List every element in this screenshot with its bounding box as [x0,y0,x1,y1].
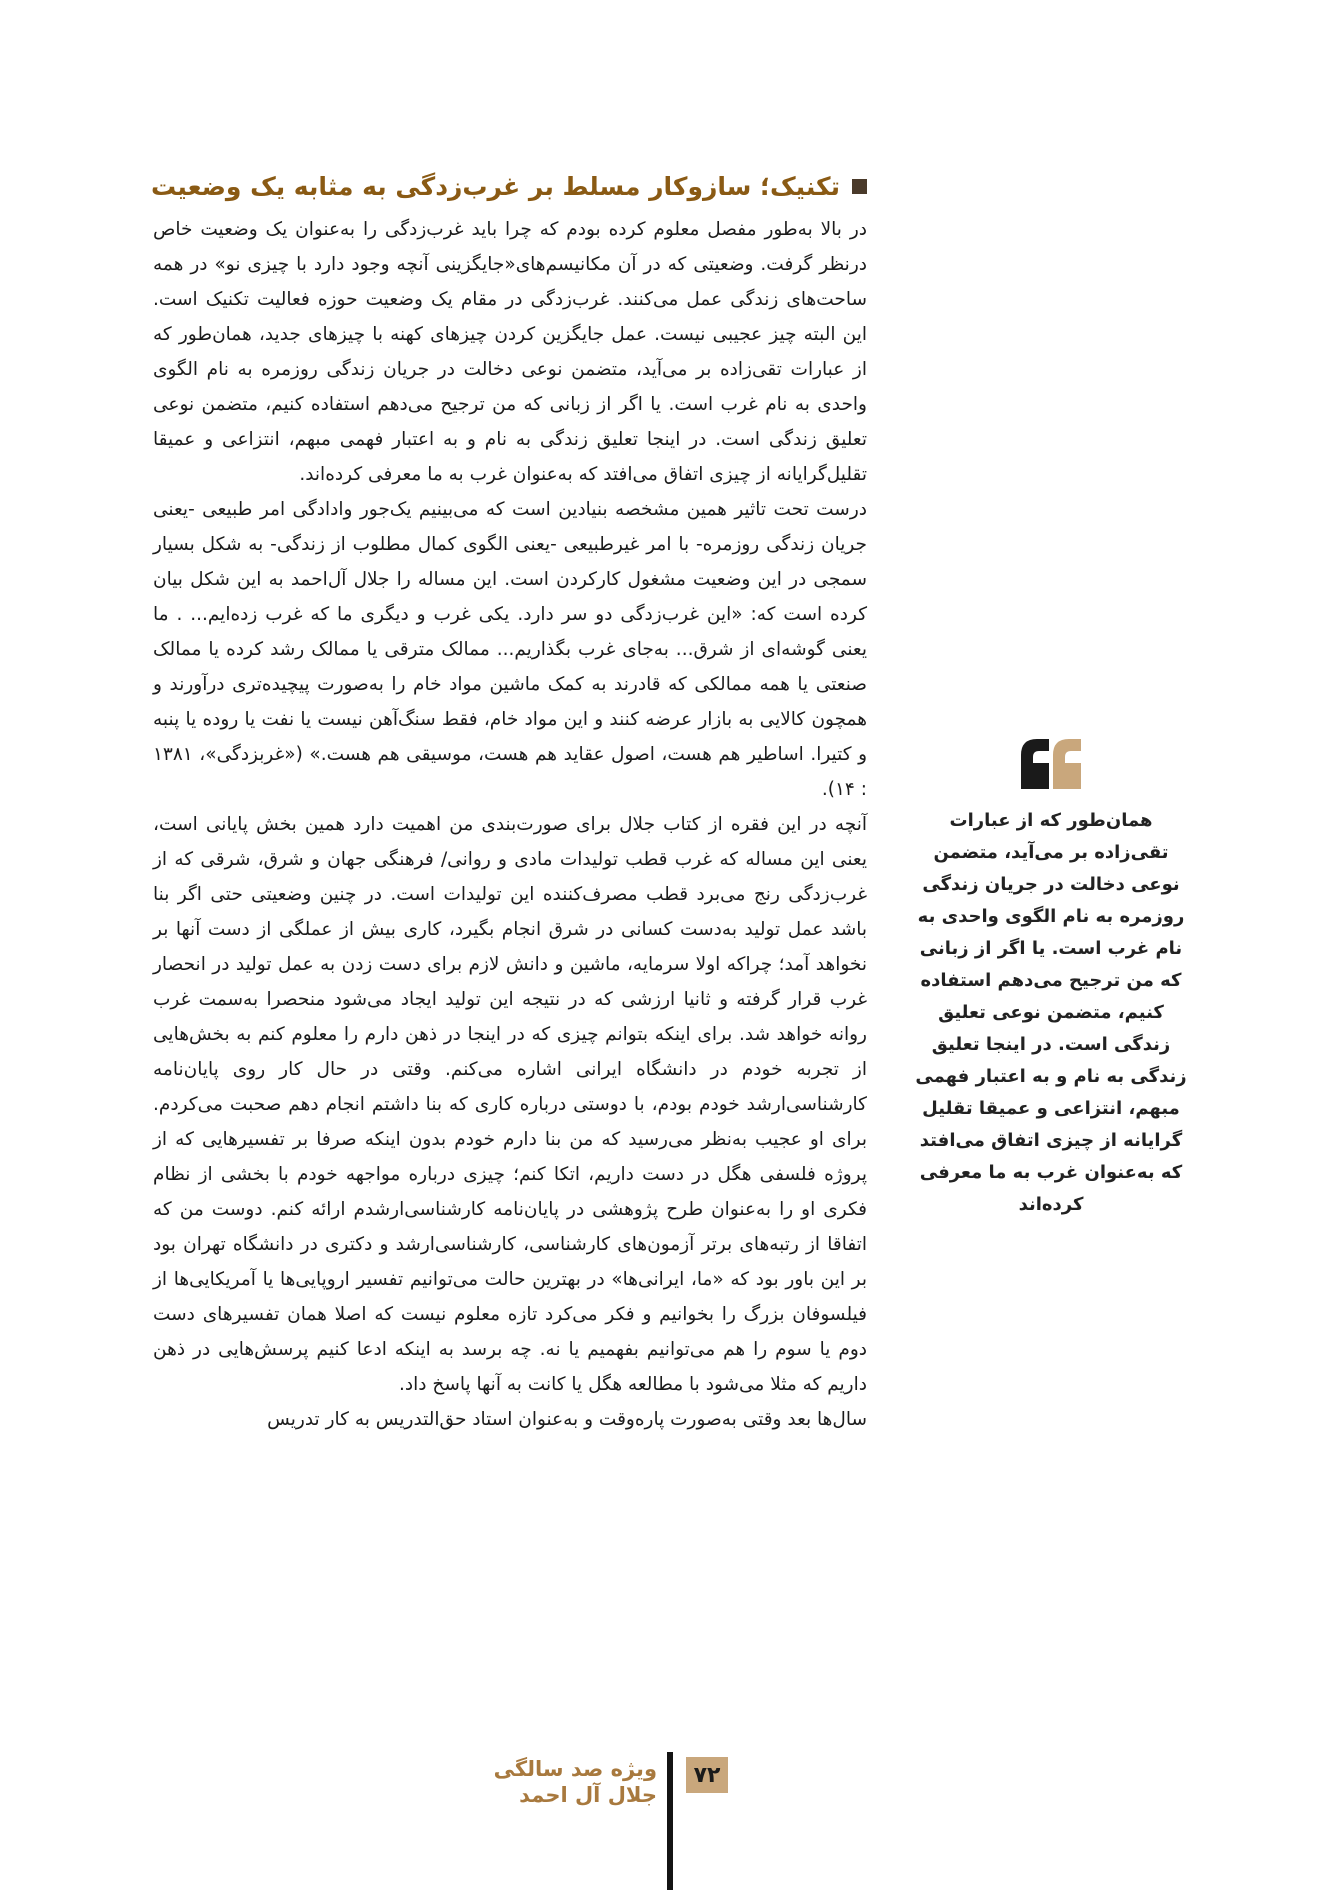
paragraph-4: سال‌ها بعد وقتی به‌صورت پاره‌وقت و به‌عنوان استاد حق‌التدریس به کار تدریس [267,1409,867,1430]
pull-quote [911,735,1191,1221]
footer-divider [667,1752,673,1890]
footer-subtitle: جلال آل احمد [519,1783,657,1807]
paragraph-2: درست تحت تاثیر همین مشخصه بنیادین است که می‌بینیم یک‌جور وادادگی امر طبیعی -یعنی جریان زندگی روزمره- با امر غیرطبیعی -یعنی الگوی کمال مطلوب از زندگی- به شکل بسیار سمجی در این وضعیت مشغول کارکردن است. این مساله را جلال آل‌احمد به این شکل بیان کرده است که: «این غرب‌زدگی دو سر دارد. یکی غرب و دیگری ما که غرب زده‌ایم... . ما یعنی گوشه‌ای از شرق... به‌جای غرب بگذاریم... ممالک مترقی یا ممالک رشد کرده یا ممالک صنعتی یا همه ممالکی که قادرند به کمک ماشین مواد خام را به‌صورت پیچیده‌تری درآورند و همچون کالایی به بازار عرضه کنند و این مواد خام، فقط سنگ‌آهن نیست یا نفت یا روده یا پنبه و کتیرا. اساطیر هم هست، اصول عقاید هم هست، موسیقی هم هست.» («غربزدگی»، ۱۳۸۱ : ۱۴). [153,499,867,800]
pull-quote-text: همان‌طور که از عبارات تقی‌زاده بر می‌آید، متضمن نوعی دخالت در جریان زندگی روزمره به نام الگوی واحدی به نام غرب است. یا اگر از زبانی که من ترجیح می‌دهم استفاده کنیم، متضمن نوعی تعلیق زندگی است. در اینجا تعلیق زندگی به نام و به اعتبار فهمی مبهم، انتزاعی و عمیقا تقلیل گرایانه از چیزی اتفاق می‌افتد که به‌عنوان غرب به ما معرفی کرده‌اند [915,810,1187,1215]
footer-issue-label [457,1756,657,1808]
quote-mark-icon [1019,735,1083,791]
heading-text: تکنیک؛ سازوکار مسلط بر غرب‌زدگی به مثابه یک وضعیت [150,172,840,201]
paragraph-1: در بالا به‌طور مفصل معلوم کرده بودم که چرا باید غرب‌زدگی را به‌عنوان یک وضعیت خاص درنظر گرفت. وضعیتی که در آن مکانیسم‌های«جایگزینی آنچه وجود دارد با چیزی نو» در همه ساحت‌های زندگی عمل می‌کنند. غرب‌زدگی در مقام یک وضعیت حوزه فعالیت تکنیک است. این البته چیز عجیبی نیست. عمل جایگزین کردن چیزهای کهنه با چیزهای جدید، همان‌طور که از عبارات تقی‌زاده بر می‌آید، متضمن نوعی دخالت در جریان زندگی روزمره به نام الگوی واحدی به نام غرب است. یا اگر از زبانی که من ترجیح می‌دهم استفاده کنیم، متضمن نوعی تعلیق زندگی است. در اینجا تعلیق زندگی به نام و به اعتبار فهمی مبهم، انتزاعی و عمیقا تقلیل‌گرایانه از چیزی اتفاق می‌افتد که به‌عنوان غرب به ما معرفی کرده‌اند. [153,219,867,485]
article-body [153,212,867,1437]
page-number: ۷۲ [693,1762,721,1788]
paragraph-3: آنچه در این فقره از کتاب جلال برای صورت‌بندی من اهمیت دارد همین بخش پایانی است، یعنی این مساله که غرب قطب تولیدات مادی و روانی/ فرهنگی جهان و شرق، شرقی که از غرب‌زدگی رنج می‌برد قطب مصرف‌کننده این تولیدات است. در چنین وضعیتی حتی اگر بنا باشد عمل تولید به‌دست کسانی در شرق انجام بگیرد، کاری بیش از عملگی از دست آنها بر نخواهد آمد؛ چراکه اولا سرمایه، ماشین و دانش لازم برای دست زدن به عمل تولید در انحصار غرب قرار گرفته و ثانیا ارزشی که در نتیجه این تولید ایجاد می‌شود منحصرا به‌سمت غرب روانه خواهد شد. برای اینکه بتوانم چیزی که در اینجا در ذهن دارم را معلوم کنم به بخش‌هایی از تجربه خودم در دانشگاه ایرانی اشاره می‌کنم. وقتی در حال کار روی پایان‌نامه کارشناسی‌ارشد خودم بودم، با دوستی درباره کاری که بنا داشتم انجام دهم صحبت می‌کردم. برای او عجیب به‌نظر می‌رسید که من بنا دارم خودم بدون اینکه صرفا بر تفسیرهایی که از پروژه فلسفی هگل در دست داریم، اتکا کنم؛ چیزی درباره مواجهه خودم با بخشی از نظام فکری او را به‌عنوان طرح پژوهشی در پایان‌نامه کارشناسی‌ارشدم ارائه کنم. دوست من که اتفاقا از رتبه‌های برتر آزمون‌های کارشناسی، کارشناسی‌ارشد و دکتری در دانشگاه تهران بود بر این باور بود که «ما، ایرانی‌ها» در بهترین حالت می‌توانیم تفسیر اروپایی‌ها یا آمریکایی‌ها از فیلسوفان بزرگ را بخوانیم و فکر می‌کرد تازه معلوم نیست که اصلا همان تفسیرهای دست دوم یا سوم را هم می‌توانیم بفهمیم یا نه. چه برسد به اینکه ادعا کنیم پرسش‌هایی در ذهن داریم که مثلا می‌شود با مطالعه هگل یا کانت به آنها پاسخ داد. [153,814,867,1395]
page-number-badge [686,1757,728,1793]
heading-bullet-icon [852,179,867,194]
footer-title: ویژه صد سالگی [493,1757,657,1781]
section-heading [147,172,867,201]
